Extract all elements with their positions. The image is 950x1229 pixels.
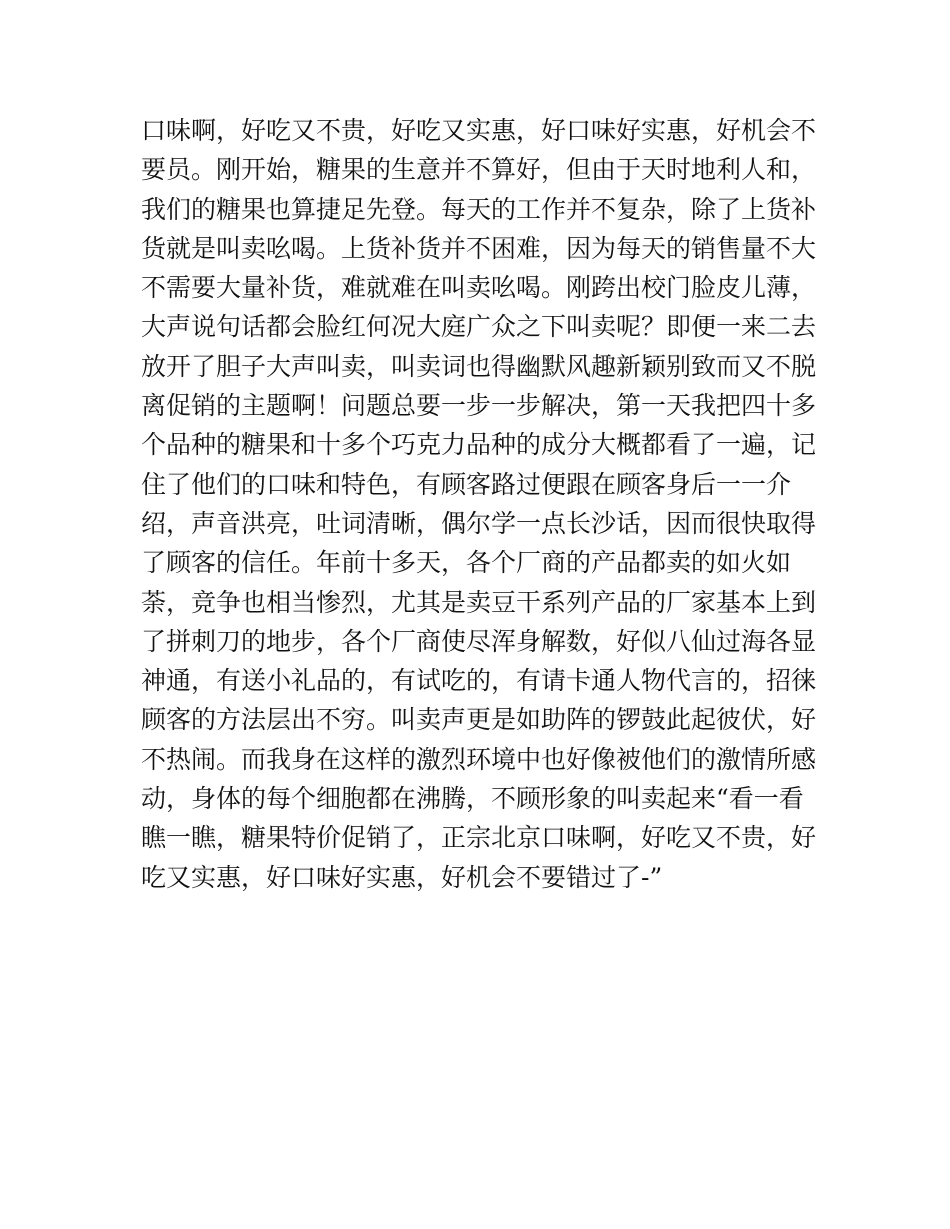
text-line-11: 绍，声音洪亮，吐词清晰，偶尔学一点长沙话，因而很快取得 (141, 508, 817, 538)
text-line-15: 神通，有送小礼品的，有试吃的，有请卡通人物代言的，招徕 (141, 666, 817, 696)
text-line-4: 货就是叫卖吆喝。上货补货并不困难，因为每天的销售量不大 (141, 233, 817, 263)
text-line-18: 动，身体的每个细胞都在沸腾，不顾形象的叫卖起来“看一看 (141, 784, 804, 814)
text-line-8: 离促销的主题啊！问题总要一步一步解决，第一天我把四十多 (141, 391, 817, 421)
body-text (141, 111, 821, 897)
text-line-6: 大声说句话都会脸红何况大庭广众之下叫卖呢？即便一来二去 (141, 312, 817, 342)
text-line-10: 住了他们的口味和特色，有顾客路过便跟在顾客身后一一介 (141, 469, 792, 499)
text-line-14: 了拼刺刀的地步，各个厂商使尽浑身解数，好似八仙过海各显 (141, 626, 817, 656)
text-line-9: 个品种的糖果和十多个巧克力品种的成分大概都看了一遍，记 (141, 430, 817, 460)
text-line-5: 不需要大量补货，难就难在叫卖吆喝。刚跨出校门脸皮儿薄， (141, 273, 817, 303)
text-line-20: 吃又实惠，好口味好实惠，好机会不要错过了-” (141, 862, 663, 892)
text-line-3: 我们的糖果也算捷足先登。每天的工作并不复杂，除了上货补 (141, 194, 817, 224)
text-line-1: 口味啊，好吃又不贵，好吃又实惠，好口味好实惠，好机会不 (141, 116, 817, 145)
text-line-7: 放开了胆子大声叫卖，叫卖词也得幽默风趣新颖别致而又不脱 (141, 351, 817, 381)
text-line-16: 顾客的方法层出不穷。叫卖声更是如助阵的锣鼓此起彼伏，好 (141, 705, 817, 735)
text-line-2: 要员。刚开始，糖果的生意并不算好，但由于天时地利人和， (141, 155, 817, 185)
text-line-12: 了顾客的信任。年前十多天，各个厂商的产品都卖的如火如 (141, 548, 792, 578)
text-line-17: 不热闹。而我身在这样的激烈环境中也好像被他们的激情所感 (141, 744, 817, 774)
text-line-19: 瞧一瞧，糖果特价促销了，正宗北京口味啊，好吃又不贵，好 (141, 823, 817, 853)
text-line-13: 荼，竞争也相当惨烈，尤其是卖豆干系列产品的厂家基本上到 (141, 587, 817, 617)
